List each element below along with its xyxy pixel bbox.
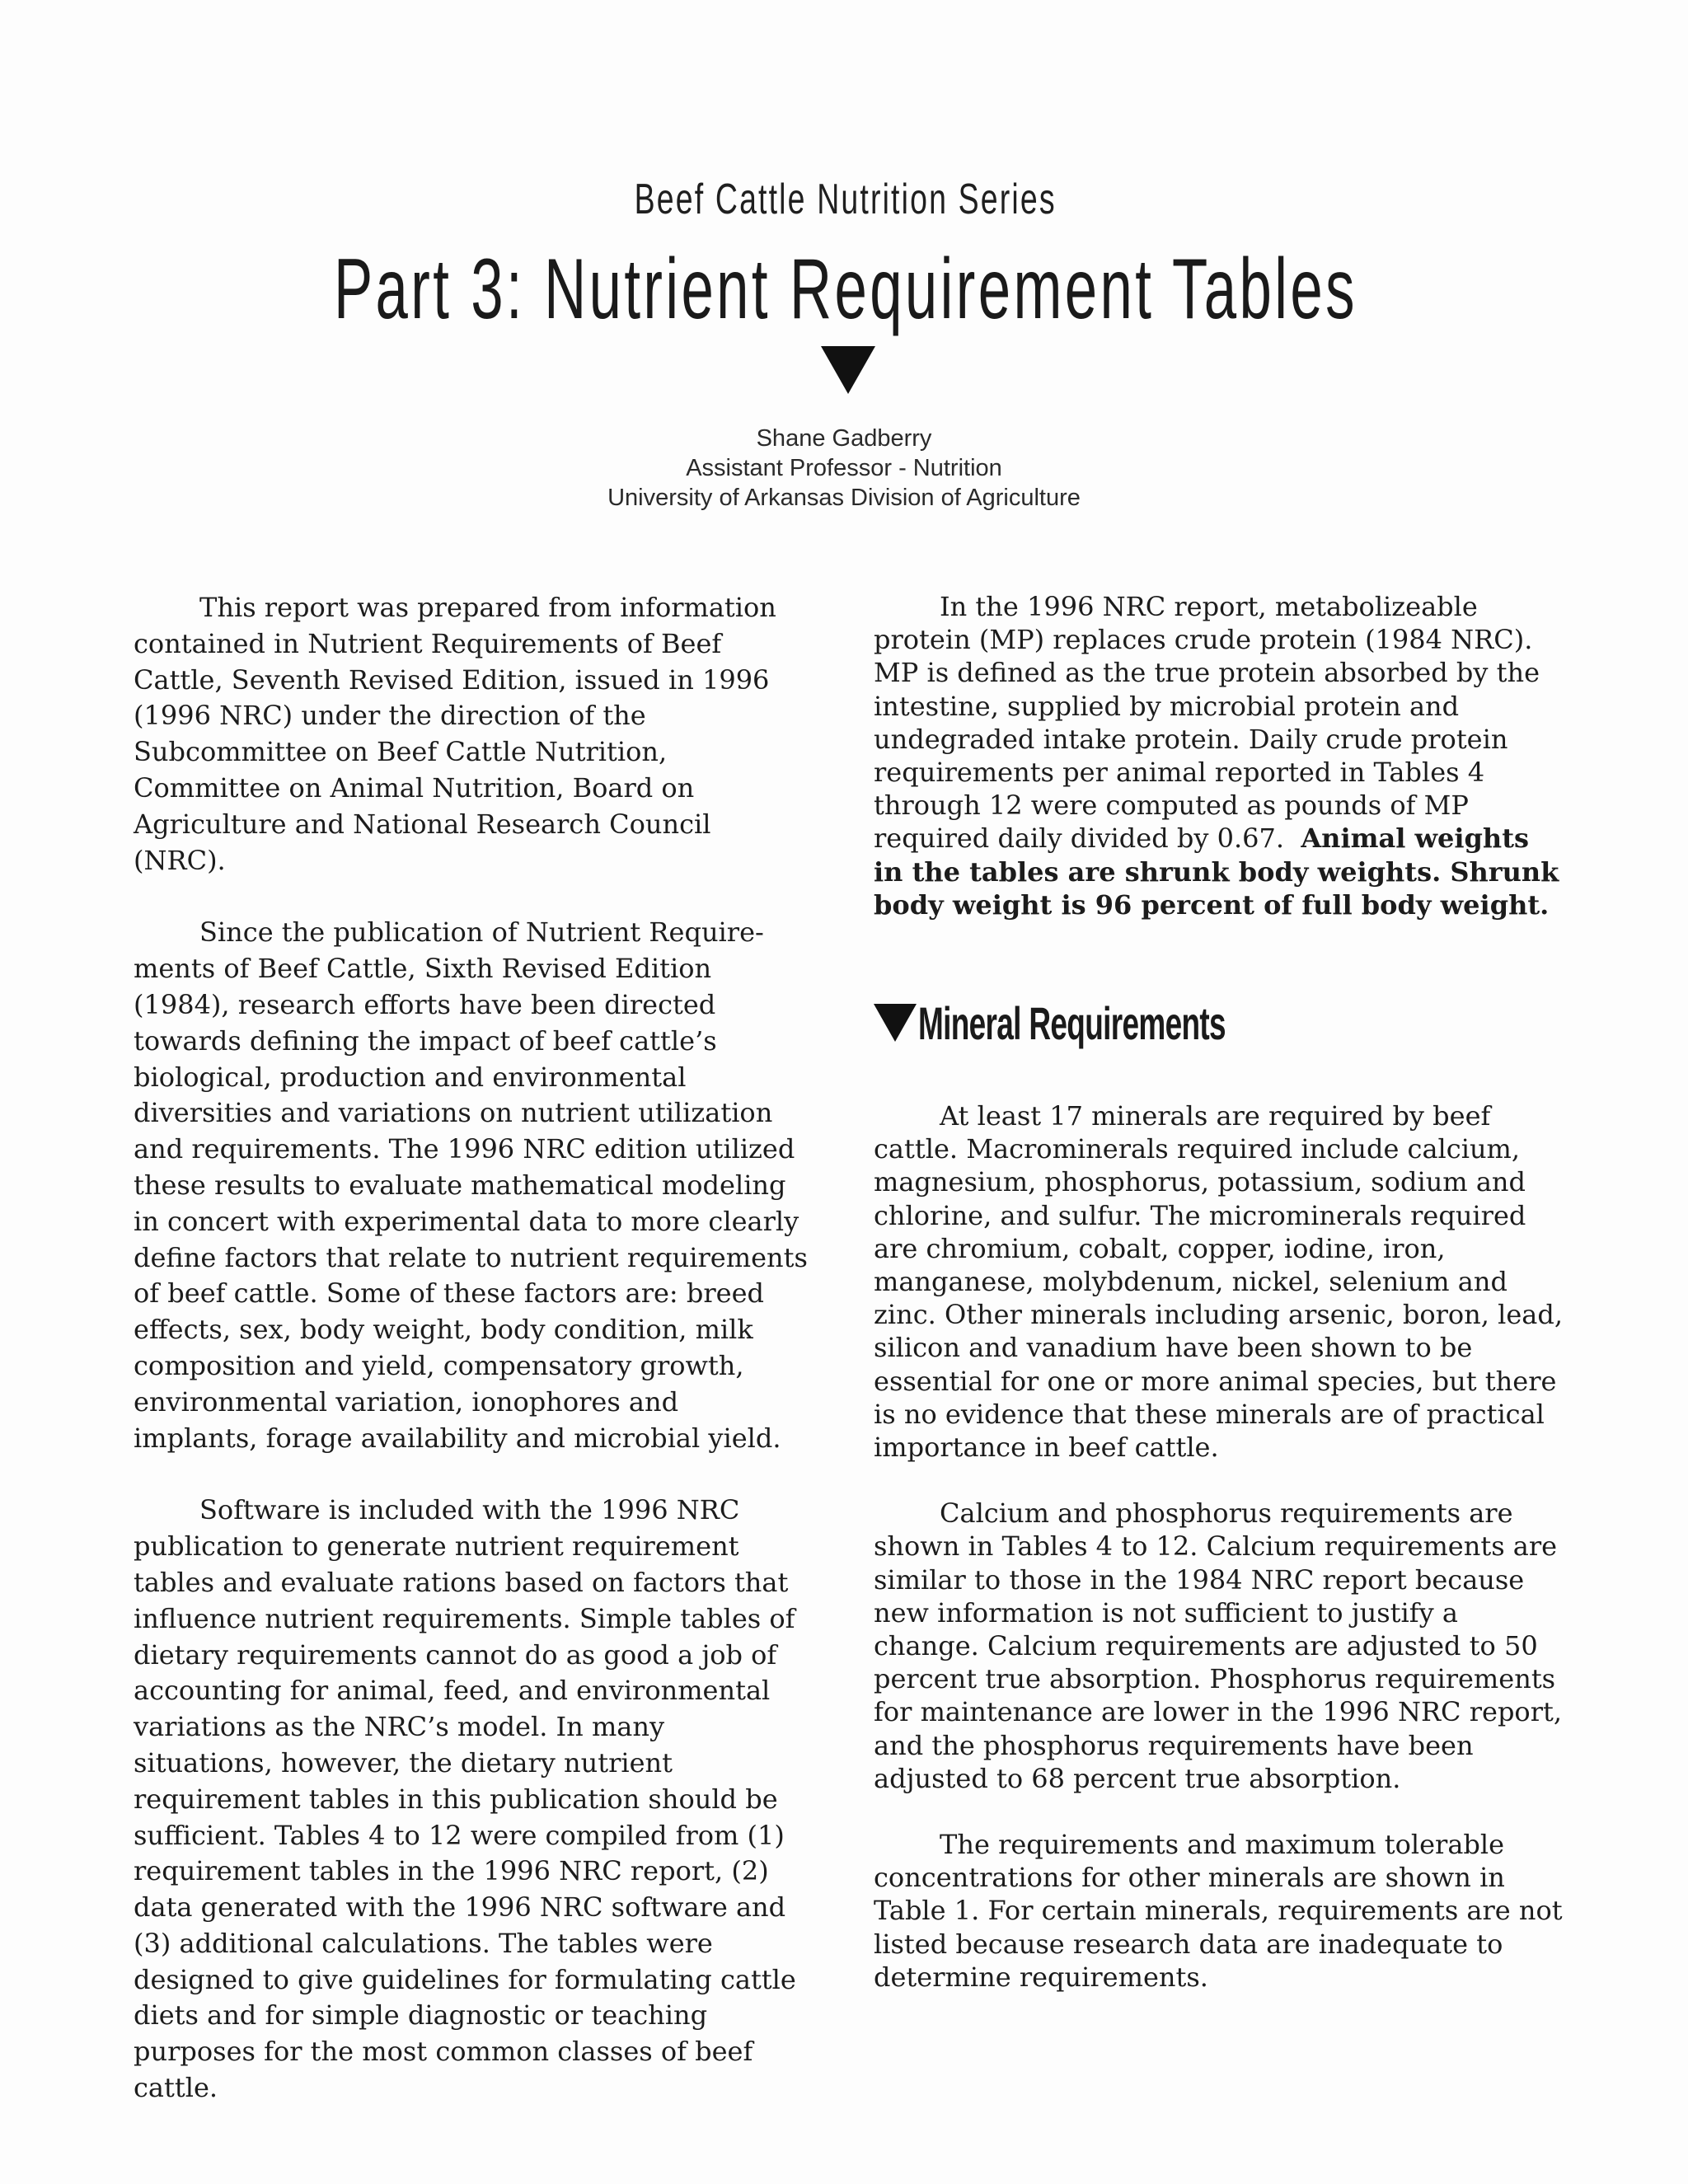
paragraph: The requirements and maximum tolerable concentrations for other minerals are shown in Table 1. For certain minerals, requirements are not listed because research data are inadequate to determine requirements. [874,1829,1563,1993]
paragraph [874,590,1566,921]
author-position: Assistant Professor - Nutrition [686,455,1002,481]
paragraph: Software is included with the 1996 NRC publication to generate nutrient requirement tables and evaluate rations based on factors that influence nutrient requirements. Simple tables of dietary requirements cannot do as good a job of accounting for animal, feed, and environmental variations as the NRC’s model. In many situations, however, the dietary nutrient requirement tables in this publication should be sufficient. Tables 4 to 12 were compiled from (1) requirement tables in the 1996 NRC report, (2) data generated with the 1996 NRC software and (3) additional calculations. The tables were designed to give guidelines for formulating cattle diets and for simple diagnostic or teaching purposes for the most common classes of beef cattle. [134,1494,796,2104]
author-name: Shane Gadberry [756,425,932,452]
section-heading-text: Mineral Requirements [918,996,1226,1049]
page-title: Part 3: Nutrient Requirement Tables [333,241,1357,337]
author-block [0,424,1688,513]
triangle-down-icon [821,346,875,394]
paragraph: Since the publication of Nutrient Require-ments of Beef Cattle, Sixth Revised Edition (1984), research efforts have been directed towards defining the impact of beef cattle’s biological, production and environmental diversities and variations on nutrient utilization and requirements. The 1996 NRC edition utilized these results to evaluate mathematical modeling in concert with experimental data to more clearly define factors that relate to nutrient requirements of beef cattle. Some of these factors are: breed effects, sex, body weight, body condition, milk composition and yield, compensatory growth, environmental variation, ionophores and implants, forage availability and microbial yield. [134,916,808,1454]
paragraph: At least 17 minerals are required by beef cattle. Macrominerals required include calcium, magnesium, phosphorus, potassium, sodium and chlorine, and sulfur. The microminerals required are chromium, cobalt, copper, iodine, iron, manganese, molybdenum, nickel, selenium and zinc. Other minerals including arsenic, boron, lead, silicon and vanadium have been shown to be essential for one or more animal species, but there is no evidence that these minerals are of practical importance in beef cattle. [874,1100,1564,1464]
author-affiliation: University of Arkansas Division of Agriculture [607,485,1081,511]
section-heading-mineral [874,994,1384,1052]
paragraph-text: In the 1996 NRC report, metabolizeable protein (MP) replaces crude protein (1984 NRC). MP is defined as the true protein absorbed by the intestine, supplied by microbial protein and undegraded intake protein. Daily crude protein requirements per animal reported in Tables 4 through 12 were computed as pounds of MP required daily divided by 0.67. [874,591,1540,855]
paragraph: Calcium and phosphorus requirements are shown in Tables 4 to 12. Calcium requirements are similar to those in the 1984 NRC report because new information is not sufficient to justify a change. Calcium requirements are adjusted to 50 percent true absorption. Phosphorus requirements for maintenance are lower in the 1996 NRC report, and the phosphorus requirements have been adjusted to 68 percent true absorption. [874,1497,1563,1794]
right-column-minerals [874,1099,1566,1994]
right-column [874,590,1566,921]
series-title: Beef Cattle Nutrition Series [634,176,1057,223]
paragraph-bold-note: Animal weights in the tables are shrunk body weights. Shrunk body weight is 96 percent of full body weight. [874,823,1559,921]
left-column [134,590,809,2107]
paragraph: This report was prepared from information contained in Nutrient Requirements of Beef Cattle, Seventh Revised Edition, issued in 1996 (1996 NRC) under the direction of the Subcommittee on Beef Cattle Nutrition, Committee on Animal Nutrition, Board on Agriculture and National Research Council (NRC). [134,592,776,876]
triangle-down-icon [874,1004,917,1042]
